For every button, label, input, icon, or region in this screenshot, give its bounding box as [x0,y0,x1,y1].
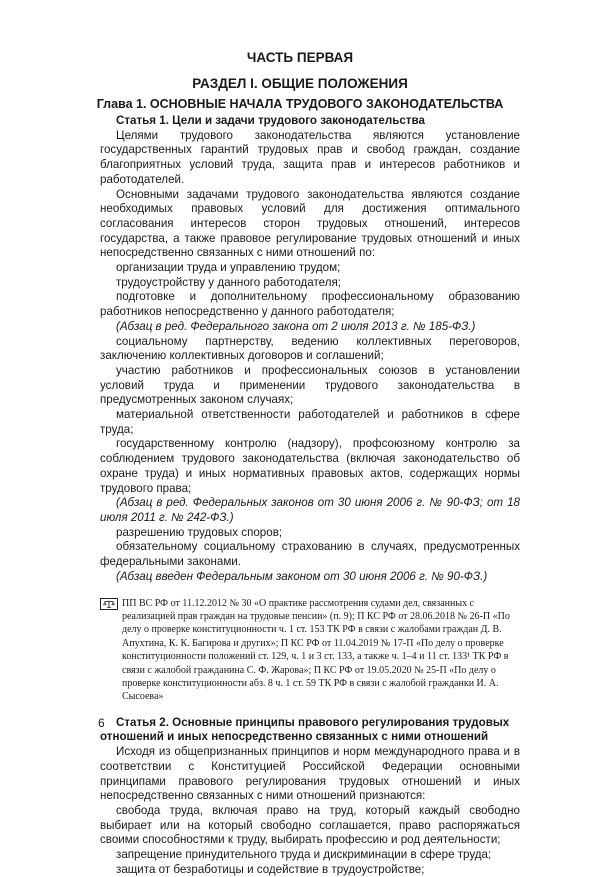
list-item: материальной ответственности работодателей и работников в сфере труда; [100,408,520,436]
court-practice-reference [100,594,520,704]
list-item: свобода труда, включая право на труд, который каждый свободно выбирает или на который свободно соглашается, право распоряжаться своими способностями к труду, выбирать профессию и род деятельности; [100,803,520,847]
list-item: обязательному социальному страхованию в случаях, предусмотренных федеральными законами. [100,540,520,569]
article-2-heading: Статья 2. Основные принципы правового регулирования трудовых отношений и иных непосредственно связанных с ними отношений [100,715,510,744]
list-item: подготовке и дополнительному профессиональному образованию работников непосредственно у данного работодателя; [100,290,520,319]
article-1-heading: Статья 1. Цели и задачи трудового законодательства [116,114,425,127]
chapter-title: Глава 1. ОСНОВНЫЕ НАЧАЛА ТРУДОВОГО ЗАКОНОДАТЕЛЬСТВА [96,97,504,111]
amendment-note: (Абзац в ред. Федерального закона от 2 июля 2013 г. № 185-ФЗ.) [116,319,476,333]
list-item: защита от безработицы и содействие в трудоустройстве; [116,862,425,876]
paragraph: Исходя из общепризнанных принципов и норм международного права и в соответствии с Конституцией Российской Федерации основными принципами правового регулирования трудовых отношений и иных непосредственно связанных с ними отношений признаются: [100,745,520,803]
page-number: 6 [98,716,105,730]
list-item: разрешению трудовых споров; [116,525,283,539]
section-title: РАЗДЕЛ I. ОБЩИЕ ПОЛОЖЕНИЯ [192,76,408,91]
paragraph: Целями трудового законодательства являются установление государственных гарантий трудовых прав и свобод граждан, создание благоприятных условий труда, защита прав и интересов работников и работодателей. [100,128,520,186]
article-2 [100,716,520,877]
amendment-note: (Абзац в ред. Федеральных законов от 30 июня 2006 г. № 90-ФЗ; от 18 июля 2011 г. № 242-ФЗ.) [100,496,520,524]
list-item: социальному партнерству, ведению коллективных переговоров, заключению коллективных договоров и соглашений; [100,334,520,363]
list-item: государственному контролю (надзору), профсоюзному контролю за соблюдением трудового законодательства (включая законодательство об охране труда) и иных нормативных правовых актов, содержащих нормы трудового права; [100,437,520,495]
page-body [100,114,520,877]
paragraph: Основными задачами трудового законодательства являются создание необходимых правовых условий для достижения оптимального согласования интересов сторон трудовых отношений, интересов государства, а также правовое регулирование трудовых отношений и иных непосредственно связанных с ними отношений по: [100,187,520,260]
part-title: ЧАСТЬ ПЕРВАЯ [246,50,354,65]
reference-text: ПП ВС РФ от 11.12.2012 № 30 «О практике рассмотрения судами дел, связанных с реализацией прав граждан на трудовые пенсии» (п. 9); П КС РФ от 28.06.2018 № 26-П «По делу о проверке конституционности ч. 1 ст. 153 ТК РФ в связи с жалобами граждан Д. В. Апухтина, К. К. Багирова и других»; П КС РФ от 11.04.2019 № 17-П «По делу о проверке конституционности положений ст. 129, ч. 1 и 3 ст. 133, а также ч. 1–4 и 11 ст. 133¹ ТК РФ в связи с жалобой гражданина С. Ф. Жарова»; П КС РФ от 19.05.2020 № 25-П «По делу о проверке конституционности абз. 8 ч. 1 ст. 59 ТК РФ в связи с жалобой гражданки И. А. Сысоева» [122,597,510,703]
scales-icon [100,598,118,610]
list-item: участию работников и профессиональных союзов в установлении условий труда и применении трудового законодательства в предусмотренных законом случаях; [100,363,520,407]
amendment-note: (Абзац введен Федеральным законом от 30 июня 2006 г. № 90-ФЗ.) [116,569,488,583]
list-item: запрещение принудительного труда и дискриминации в сфере труда; [116,848,492,862]
list-item: трудоустройству у данного работодателя; [116,275,341,289]
list-item: организации труда и управлению трудом; [116,261,341,275]
